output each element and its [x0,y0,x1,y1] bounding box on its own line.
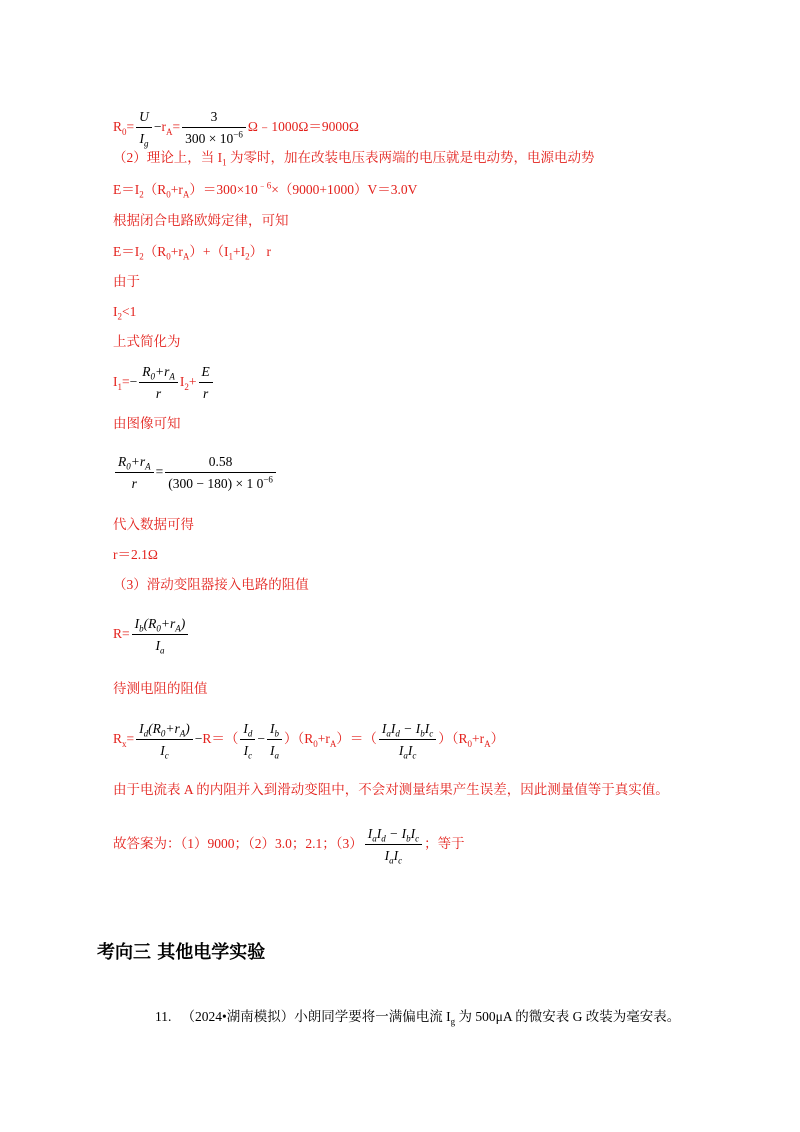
conclusion-text: 由于电流表 A 的内阻并入到滑动变阻中，不会对测量结果产生误差，因此测量值等于真实值。 [113,782,669,797]
emf-equation: $E=I_2(R_0+r_A)+(I_1+I_2)$ r [113,244,271,262]
slope-formula: $\frac{R_0+r_A}{r}$ = $\frac{0.58}{(300 - 180) \times 1 0^{-6}}$ [113,453,278,493]
simplify-text: 上式简化为 [113,334,181,349]
i1-formula: $I_1=-$ $\frac{R_0+r_A}{r}$ $I_2+$ $\frac{E}{r}$ [113,363,215,403]
part3-text: （3）滑动变阻器接入电路的阻值 [113,577,309,592]
substitute-text: 代入数据可得 [113,517,194,532]
from-graph-text: 由图像可知 [113,416,181,431]
section-title: 考向三 其他电学实验 [97,942,266,963]
emf-calc: $E=I_2(R_0+r_A)=300\times 10^{﹣6}\times(9000+1000)V=3.0V$ [113,180,418,200]
rx-formula: $R_x=$ $\frac{I_d(R_0+r_A)}{I_c}$ −R＝（ $\frac{I_d}{I_c}$ − $\frac{I_b}{I_a}$ ）$(R_0+r_A)=$（ $\frac{I_aI_d - I_bI_c}{I_aI_c}$ ）$(R_0+r_A)$ [113,721,505,761]
question-number: 11. [155,1009,172,1024]
question-11: 11. （2024•湖南模拟）小朗同学要将一满偏电流 $I_g$ 为 500μA 的微安表 G 改装为毫安表。 [155,1009,681,1027]
i2-ll-i1: $I_2<1$ [113,304,137,322]
part2-text: （2）理论上，当 $I_1$ 为零时，加在改装电压表两端的电压就是电动势，电源电动势 [113,150,595,168]
r0-result: Ω﹣1000Ω＝9000Ω [247,119,359,135]
r0-formula: $R_0=$ $\frac{U}{I_g}$ $-r_A=$ $\frac{3}{300 \times 10^{-6}}$ Ω﹣1000Ω＝9000Ω [113,109,359,149]
answer-prefix: 故答案为：（1）9000；（2）3.0；2.1；（3） [113,836,363,852]
answer-suffix: ；等于 [424,836,465,852]
rx-intro-text: 待测电阻的阻值 [113,681,208,696]
ohm-law-text: 根据闭合电路欧姆定律，可知 [113,213,289,228]
r-value: r＝2.1Ω [113,547,158,562]
answer-line: 故答案为：（1）9000；（2）3.0；2.1；（3） $\frac{I_aI_d - I_bI_c}{I_aI_c}$ ；等于 [113,826,465,866]
since-text: 由于 [113,274,140,289]
r-formula: R= $\frac{I_b(R_0+r_A)}{I_a}$ [113,615,190,655]
